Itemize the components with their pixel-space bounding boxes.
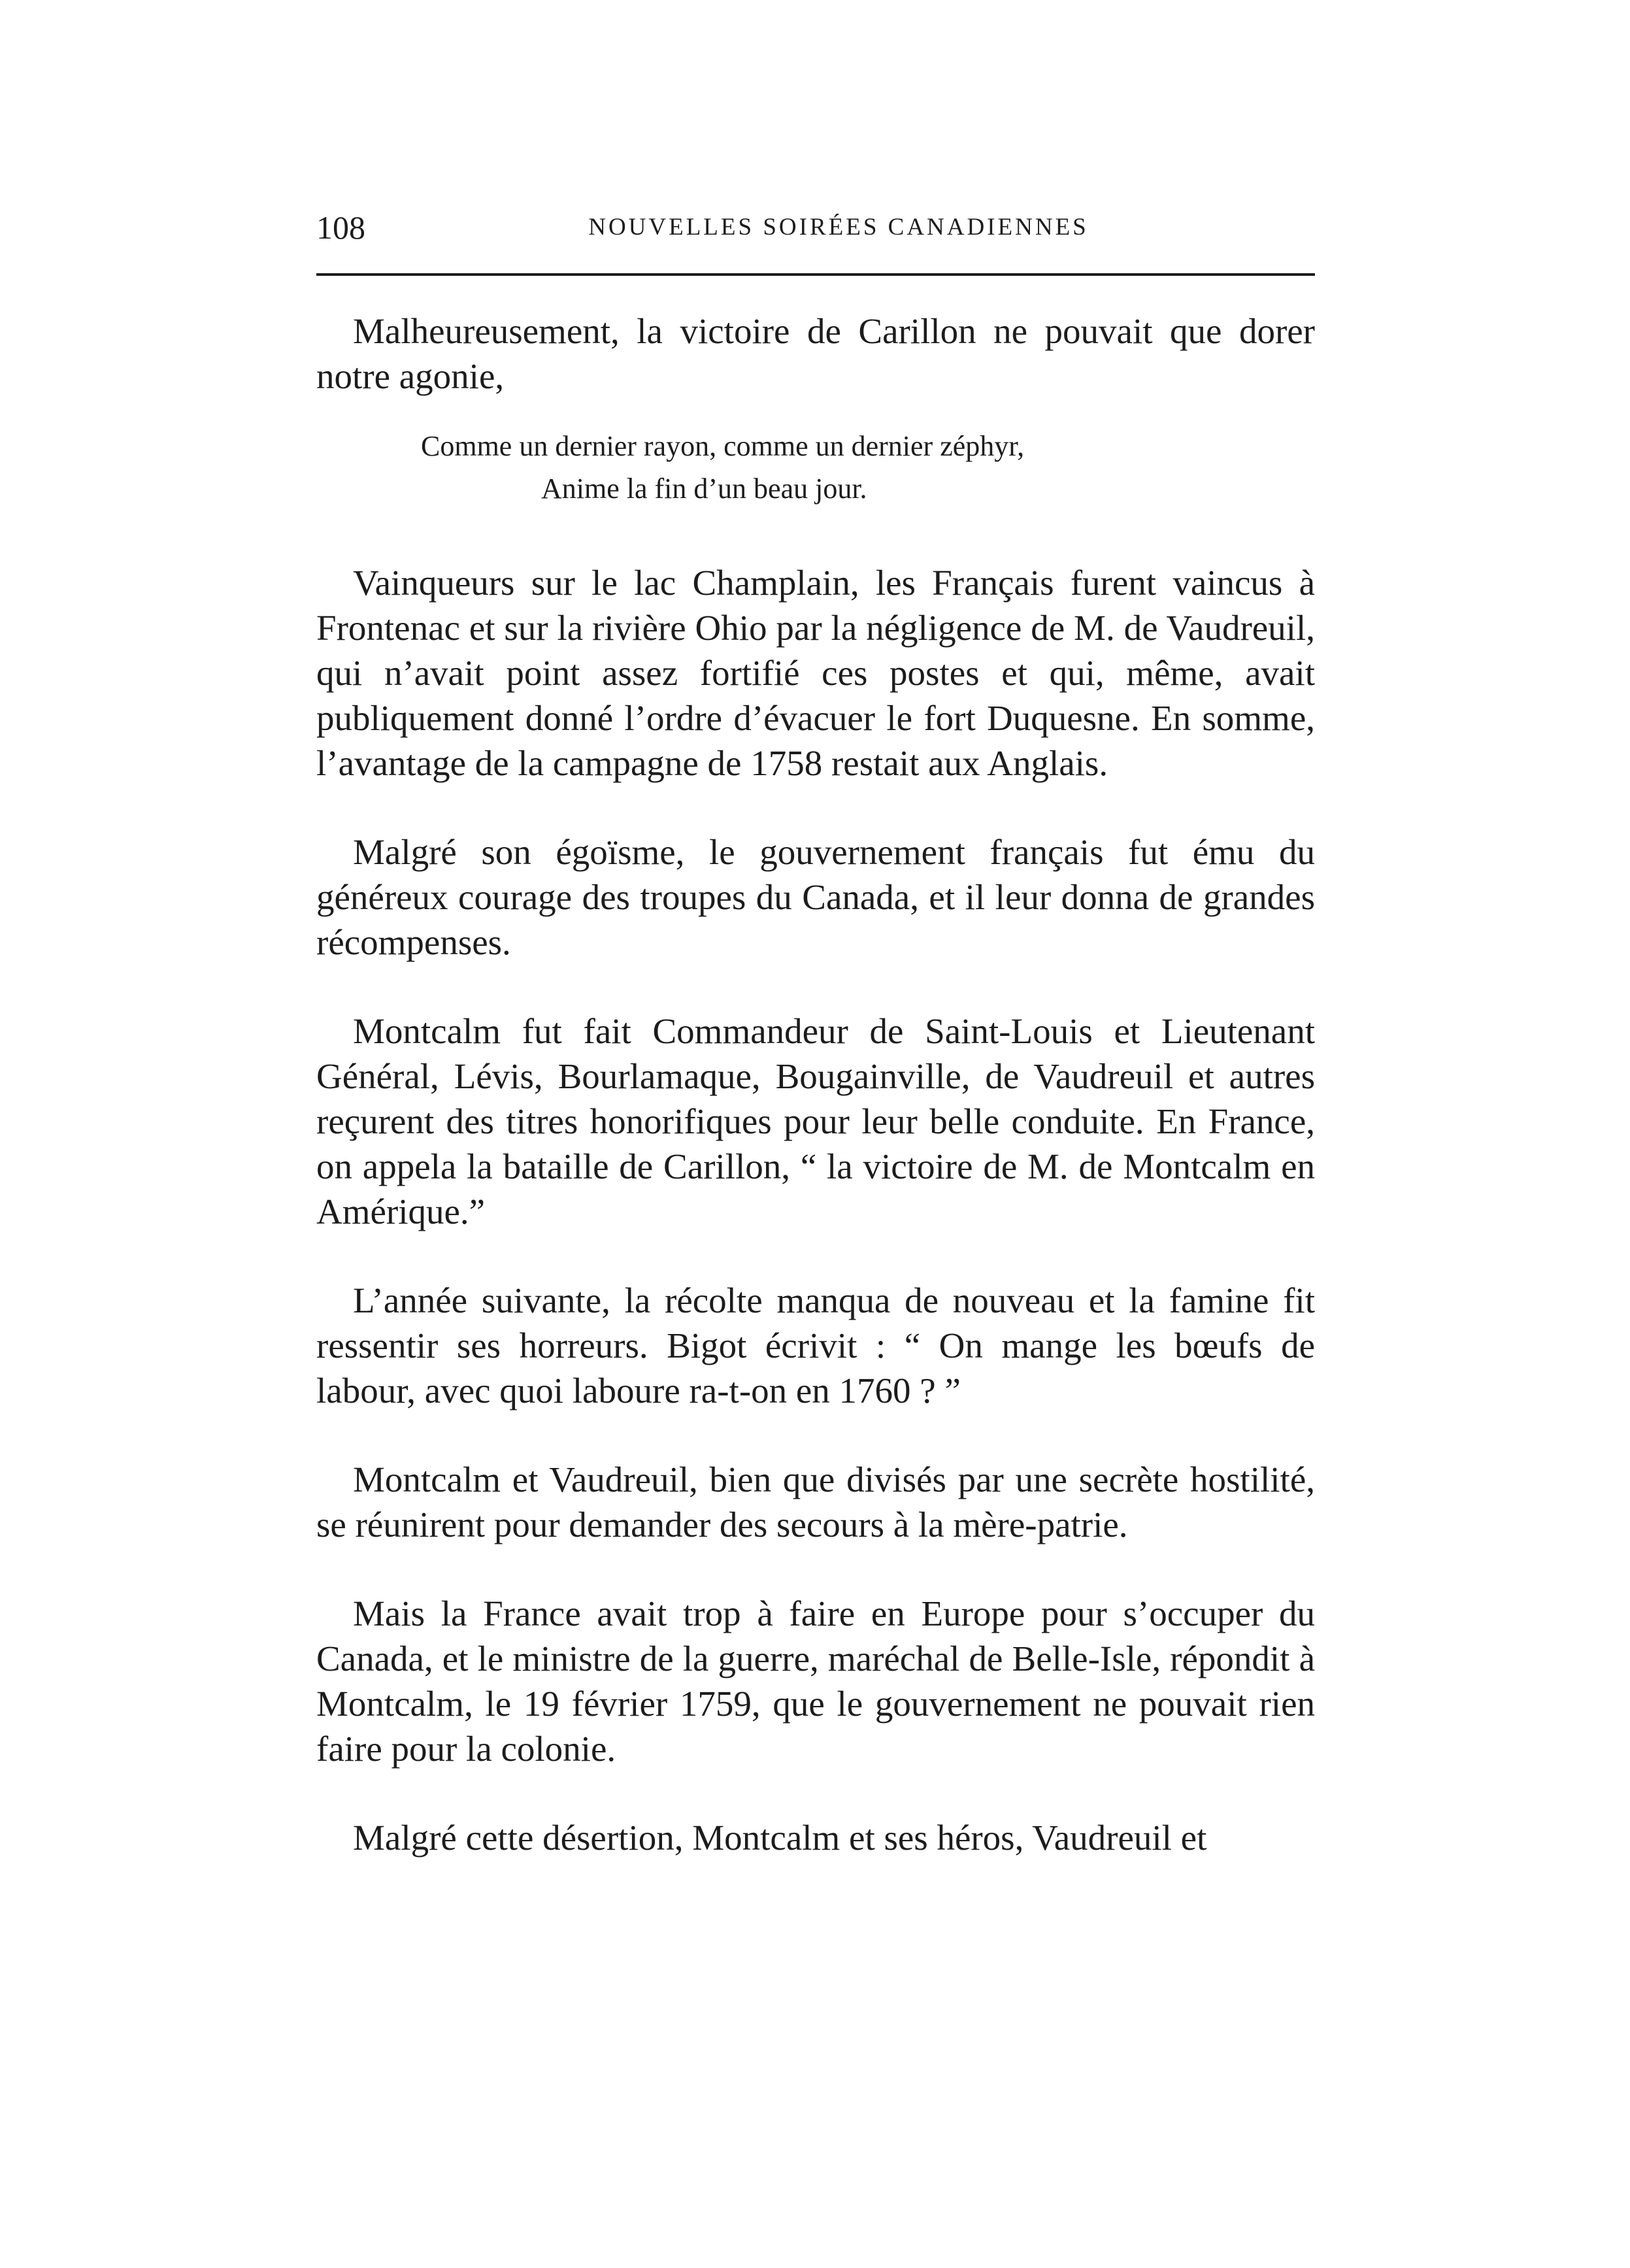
paragraph-belle-isle: Mais la France avait trop à faire en Europe pour s’occuper du Canada, et le ministre de la guerre, maréchal de Belle-Isle, répondit à Montcalm, le 19 février 1759, que le gouvernement ne pouvait rien faire pour la colonie. — [316, 1593, 1315, 1769]
verse-line-1: Comme un dernier rayon, comme un dernier zéphyr, — [421, 430, 1025, 462]
header-rule — [316, 273, 1315, 276]
paragraph-desertion: Malgré cette désertion, Montcalm et ses héros, Vaudreuil et — [353, 1818, 1207, 1858]
running-title: NOUVELLES SOIRÉES CANADIENNES — [588, 214, 1089, 241]
running-head — [316, 208, 1315, 247]
page-number: 108 — [316, 209, 365, 246]
paragraph-carillon: Malheureusement, la victoire de Carillon ne pouvait que dorer notre agonie, — [316, 311, 1315, 396]
paragraph-champlain: Vainqueurs sur le lac Champlain, les Français furent vaincus à Frontenac et sur la rivière Ohio par la négligence de M. de Vaudreuil, qui n’avait point assez fortifié ces postes et qui, même, avait publiquement donné l’ordre d’évacuer le fort Duquesne. En somme, l’avantage de la campagne de 1758 restait aux Anglais. — [316, 563, 1315, 783]
paragraph-secours: Montcalm et Vaudreuil, bien que divisés par une secrète hostilité, se réunirent pour demander des secours à la mère-patrie. — [316, 1459, 1315, 1544]
paragraph-famine: L’année suivante, la récolte manqua de nouveau et la famine fit ressentir ses horreurs. Bigot écrivit : “ On mange les bœufs de labour, avec quoi laboure ra-t-on en 1760 ? ” — [316, 1280, 1315, 1410]
paragraph-egoisme: Malgré son égoïsme, le gouvernement français fut ému du généreux courage des troupes du Canada, et il leur donna de grandes récompenses. — [316, 832, 1315, 962]
paragraph-recompenses: Montcalm fut fait Commandeur de Saint-Louis et Lieutenant Général, Lévis, Bourlamaque, Bougainville, de Vaudreuil et autres reçurent des titres honorifiques pour leur belle conduite. En France, on appela la bataille de Carillon, “ la victoire de M. de Montcalm en Amérique.” — [316, 1011, 1315, 1231]
verse-quotation — [316, 425, 1315, 510]
verse-line-2: Anime la fin d’un beau jour. — [541, 473, 867, 505]
body-text — [316, 309, 1315, 1904]
